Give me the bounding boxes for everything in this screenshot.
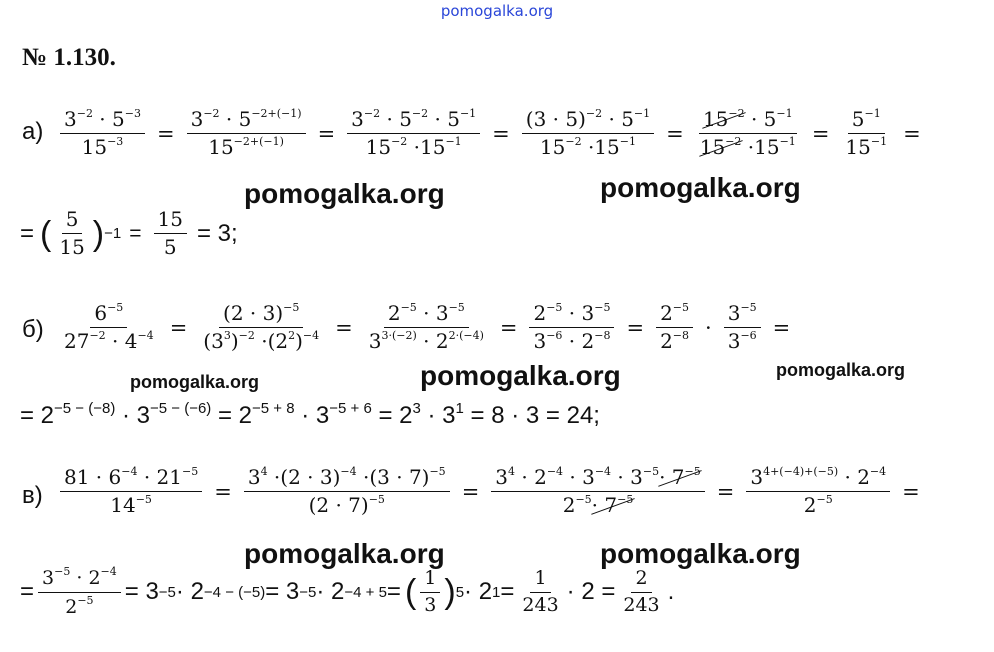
math-token bbox=[491, 466, 704, 517]
math-token bbox=[154, 208, 187, 259]
math-token: $2^{-5}\cdot 7^{-5}$ bbox=[562, 493, 634, 517]
math-token: 2 bbox=[288, 329, 296, 342]
math-token: −4 bbox=[302, 329, 320, 342]
math-token: 5 bbox=[455, 583, 465, 601]
math-token: −8 bbox=[594, 329, 611, 342]
math-token bbox=[244, 466, 450, 517]
math-token: $(3^3)^{-2} \cdot(2^2)^{-4}$ bbox=[203, 329, 320, 353]
math-token: −1 bbox=[633, 107, 651, 120]
math-token: 2·(−4) bbox=[448, 329, 484, 342]
math-token: $5^{-1}$ bbox=[848, 108, 885, 134]
math-token bbox=[724, 302, 761, 353]
math-token: −5 bbox=[135, 493, 152, 506]
math-token: −1 bbox=[619, 135, 636, 148]
math-token: $3^{-2} \cdot 5^{-3}$ bbox=[60, 108, 145, 134]
math-token: 4 bbox=[508, 465, 516, 478]
math-token: 3 bbox=[424, 593, 437, 616]
math-token: $15^{-2}$ bbox=[699, 135, 742, 159]
math-token: −2 bbox=[725, 135, 742, 148]
fraction bbox=[60, 108, 145, 159]
math-token: 4+(−4)+(−5) bbox=[763, 465, 839, 478]
math-token: 5 bbox=[62, 208, 83, 234]
math-token: 3 bbox=[412, 400, 421, 417]
math-token: −6 bbox=[740, 329, 757, 342]
fraction bbox=[522, 108, 654, 159]
math-token: $27^{-2} \cdot 4^{-4}$ bbox=[64, 329, 154, 353]
math-token: −5 bbox=[642, 465, 660, 478]
math-token: = bbox=[169, 315, 188, 340]
math-token: −1 bbox=[445, 135, 462, 148]
math-token: −1 bbox=[864, 107, 881, 120]
math-token: −2 bbox=[89, 329, 106, 342]
part-b-line2: = $2^{-5 - (-8)} \cdot 3^{-5 - (-6)} = 2^{-5 + 8} \cdot 3^{-5 + 6} = 2^3 \cdot 3^1 = 8 \cdot 3 = 24$; bbox=[20, 400, 600, 429]
math-token: $3^{-2} \cdot 5^{-2+(-1)}$ bbox=[187, 108, 306, 134]
math-token: ( bbox=[404, 573, 417, 612]
part-b-line1 bbox=[56, 302, 798, 353]
math-token: −4 bbox=[594, 465, 612, 478]
math-token: −4 bbox=[137, 329, 154, 342]
math-token: −3 bbox=[124, 107, 141, 120]
math-token: 2 bbox=[631, 568, 651, 593]
math-token: 3·(−2) bbox=[381, 329, 417, 342]
watermark: pomogalka.org bbox=[244, 178, 445, 209]
math-token: $2^{-5} \cdot 3^{-5}$ bbox=[384, 302, 469, 328]
math-token: ( bbox=[40, 214, 52, 253]
watermark: pomogalka.org bbox=[244, 538, 445, 569]
math-token: −5 bbox=[740, 301, 757, 314]
fraction bbox=[347, 108, 480, 159]
math-token: −8 bbox=[672, 329, 690, 342]
watermark: pomogalka.org bbox=[420, 360, 621, 391]
math-token: −5 + 6 bbox=[329, 400, 372, 417]
math-token: 4 bbox=[260, 465, 268, 478]
math-token: −1 bbox=[870, 135, 888, 148]
part-c-line1 bbox=[56, 466, 928, 517]
math-token: −2 bbox=[728, 107, 745, 120]
math-token: = bbox=[499, 315, 518, 340]
math-token: −5 bbox=[54, 565, 71, 578]
math-token: 243 bbox=[522, 593, 559, 616]
part-a-line1 bbox=[56, 108, 929, 159]
math-token: $14^{-5}$ bbox=[110, 493, 152, 517]
math-token: $2^{-5}$ bbox=[65, 593, 94, 618]
math-token: −2 bbox=[585, 107, 603, 120]
math-token: = bbox=[317, 121, 336, 146]
math-token: 1 bbox=[420, 568, 440, 593]
math-token: = bbox=[461, 479, 480, 504]
watermark: pomogalka.org bbox=[600, 538, 801, 569]
math-token: $15^{-2}$ bbox=[702, 107, 745, 131]
math-token: −2 bbox=[76, 107, 93, 120]
math-token: −5 bbox=[546, 301, 563, 314]
math-token: = bbox=[772, 315, 791, 340]
math-token bbox=[60, 302, 158, 353]
fraction bbox=[841, 108, 891, 159]
math-token: −4 + 5 bbox=[344, 583, 387, 601]
math-token: = bbox=[811, 121, 830, 146]
math-token: −4 bbox=[121, 465, 138, 478]
math-token: $3^4 \cdot(2 \cdot 3)^{-4} \cdot(3 \cdot 7)^{-5}$ bbox=[244, 466, 450, 492]
math-token: ) bbox=[92, 214, 105, 253]
math-token: −1 bbox=[104, 225, 122, 242]
math-token: $15^{-2} \cdot 5^{-1}$ bbox=[699, 108, 797, 134]
math-token: $3^4 \cdot 2^{-4} \cdot 3^{-4} \cdot 3^{-5}\cdot 7^{-5}$ bbox=[491, 466, 704, 492]
math-token: $81 \cdot 6^{-4} \cdot 21^{-5}$ bbox=[60, 466, 202, 492]
math-token: −5 − (−6) bbox=[150, 400, 212, 417]
math-token: −6 bbox=[546, 329, 563, 342]
math-token: $2^{-8}$ bbox=[660, 329, 690, 353]
math-token: −2 bbox=[363, 107, 381, 120]
math-token: = bbox=[902, 479, 920, 504]
math-token: −5 bbox=[182, 465, 199, 478]
part-c-line2: = $\frac{3^{-5} \cdot 2^{-4}}{2^{-5}}$ = 3 −5 · 2 −4 − (−5) = 3 −5 · 2 −4 + 5 = ( $\frac{1}{3}$ ) 5 · 2 1 = $\frac{1}{243}$ · 2 = $\frac{2}{243}$ . bbox=[20, 565, 675, 618]
math-token bbox=[518, 568, 562, 617]
math-token: = bbox=[492, 121, 510, 146]
part-b-label: б) bbox=[22, 316, 44, 343]
math-token: · $7^{-5}$ bbox=[591, 493, 634, 517]
math-token: −5 bbox=[158, 583, 176, 601]
math-token: −4 bbox=[100, 565, 117, 578]
math-token: −1 bbox=[779, 135, 796, 148]
math-token: −5 bbox=[575, 493, 592, 506]
math-token: −5 bbox=[684, 465, 701, 478]
problem-number: № 1.130. bbox=[22, 44, 116, 71]
math-token: −2+(−1) bbox=[233, 135, 284, 148]
math-token: = bbox=[129, 221, 142, 245]
math-token: −5 bbox=[299, 583, 317, 601]
math-token: · $7^{-5}$ bbox=[659, 465, 701, 489]
math-token: $3^{-2} \cdot 5^{-2} \cdot 5^{-1}$ bbox=[347, 108, 480, 134]
fraction-cancelled bbox=[696, 108, 800, 159]
math-token: $6^{-5}$ bbox=[90, 302, 127, 328]
math-token: $3^{-5} \cdot 2^{-4}$ bbox=[38, 566, 121, 593]
math-token: $2^{-5}$ bbox=[803, 493, 833, 517]
math-token: −2 bbox=[238, 329, 255, 342]
math-token: = bbox=[626, 315, 645, 340]
math-token: = bbox=[666, 121, 684, 146]
part-a-label: а) bbox=[22, 118, 44, 145]
math-token: −2+(−1) bbox=[251, 107, 302, 120]
math-token: $3^{3\cdot(-2)} \cdot 2^{2\cdot(-4)}$ bbox=[368, 329, 484, 353]
math-token: −2 bbox=[565, 135, 582, 148]
math-token: $15^{-2} \cdot 15^{-1}$ bbox=[699, 135, 796, 159]
math-token: −4 bbox=[546, 465, 564, 478]
math-token bbox=[420, 568, 440, 617]
math-token: −5 bbox=[429, 465, 446, 478]
math-token bbox=[746, 466, 890, 517]
math-token: −5 bbox=[368, 493, 385, 506]
math-token: · bbox=[705, 315, 712, 340]
math-token: −4 − (−5) bbox=[203, 583, 266, 601]
site-header-link[interactable]: pomogalka.org bbox=[440, 2, 554, 20]
math-token: = bbox=[903, 121, 921, 146]
math-token: 243 bbox=[623, 593, 660, 616]
math-token: −5 − (−8) bbox=[54, 400, 116, 417]
math-token: −5 bbox=[77, 593, 94, 607]
math-token: = bbox=[335, 315, 353, 340]
math-token: −5 bbox=[400, 301, 417, 314]
math-token: −5 bbox=[672, 301, 690, 314]
math-token: −5 + 8 bbox=[252, 400, 295, 417]
math-token: $3^{-6}$ bbox=[727, 329, 757, 353]
math-token: 15 bbox=[59, 235, 85, 259]
math-token bbox=[656, 302, 693, 353]
math-token: −1 bbox=[776, 107, 793, 120]
math-token: $15^{-1}$ bbox=[845, 135, 888, 159]
math-token: 1 bbox=[455, 400, 464, 417]
math-token: $2^{-5} \cdot 3^{-5}$ bbox=[529, 302, 614, 328]
math-token: = bbox=[214, 479, 232, 504]
math-token bbox=[55, 208, 88, 259]
math-token: −2 bbox=[203, 107, 220, 120]
math-token: $3^{4+(-4)+(-5)} \cdot 2^{-4}$ bbox=[746, 466, 890, 492]
math-token: −5 bbox=[816, 493, 833, 506]
math-token: $2^{-5}$ bbox=[656, 302, 693, 328]
math-token bbox=[529, 302, 614, 353]
math-token bbox=[38, 566, 121, 619]
math-token bbox=[199, 302, 323, 353]
math-token: 3 bbox=[223, 329, 231, 342]
math-token: = bbox=[156, 121, 175, 146]
math-token: −5 bbox=[107, 301, 124, 314]
math-token: $3^{-6} \cdot 2^{-8}$ bbox=[533, 329, 611, 353]
math-token: $15^{-2+(-1)}$ bbox=[208, 135, 284, 159]
math-token: 5 bbox=[163, 235, 177, 259]
math-token: = bbox=[716, 479, 735, 504]
math-token: −5 bbox=[594, 301, 611, 314]
math-token: $(2 \cdot 7)^{-5}$ bbox=[308, 493, 385, 517]
math-token: −2 bbox=[411, 107, 429, 120]
math-token: −4 bbox=[869, 465, 887, 478]
math-token: −4 bbox=[340, 465, 357, 478]
math-token bbox=[365, 302, 488, 353]
math-token: −1 bbox=[459, 107, 477, 120]
math-token: 1 bbox=[530, 568, 550, 593]
math-token: 15 bbox=[154, 208, 187, 234]
math-token: $(2 \cdot 3)^{-5}$ bbox=[219, 302, 303, 328]
part-c-label: в) bbox=[22, 482, 43, 509]
math-token: −5 bbox=[283, 301, 300, 314]
math-token: $15^{-3}$ bbox=[81, 135, 124, 159]
math-token bbox=[619, 568, 663, 617]
math-token: $3^{-5}$ bbox=[724, 302, 761, 328]
math-token: $(3 \cdot 5)^{-2} \cdot 5^{-1}$ bbox=[522, 108, 654, 134]
watermark: pomogalka.org bbox=[776, 360, 906, 380]
math-token: ) bbox=[444, 573, 456, 612]
math-token: −5 bbox=[448, 301, 465, 314]
math-token: −2 bbox=[391, 135, 408, 148]
math-token bbox=[60, 466, 202, 517]
part-a-line2: = ( $\frac{5}{15}$ ) −1 = $\frac{15}{5}$ = 3; bbox=[20, 207, 238, 259]
math-token: $15^{-2} \cdot 15^{-1}$ bbox=[365, 135, 462, 159]
math-token: −5 bbox=[617, 493, 634, 506]
math-token: $15^{-2} \cdot 15^{-1}$ bbox=[539, 135, 636, 159]
fraction bbox=[187, 108, 306, 159]
math-token: 1 bbox=[492, 583, 501, 601]
watermark: pomogalka.org bbox=[130, 372, 260, 392]
watermark: pomogalka.org bbox=[600, 172, 801, 203]
math-token: −3 bbox=[107, 135, 124, 148]
